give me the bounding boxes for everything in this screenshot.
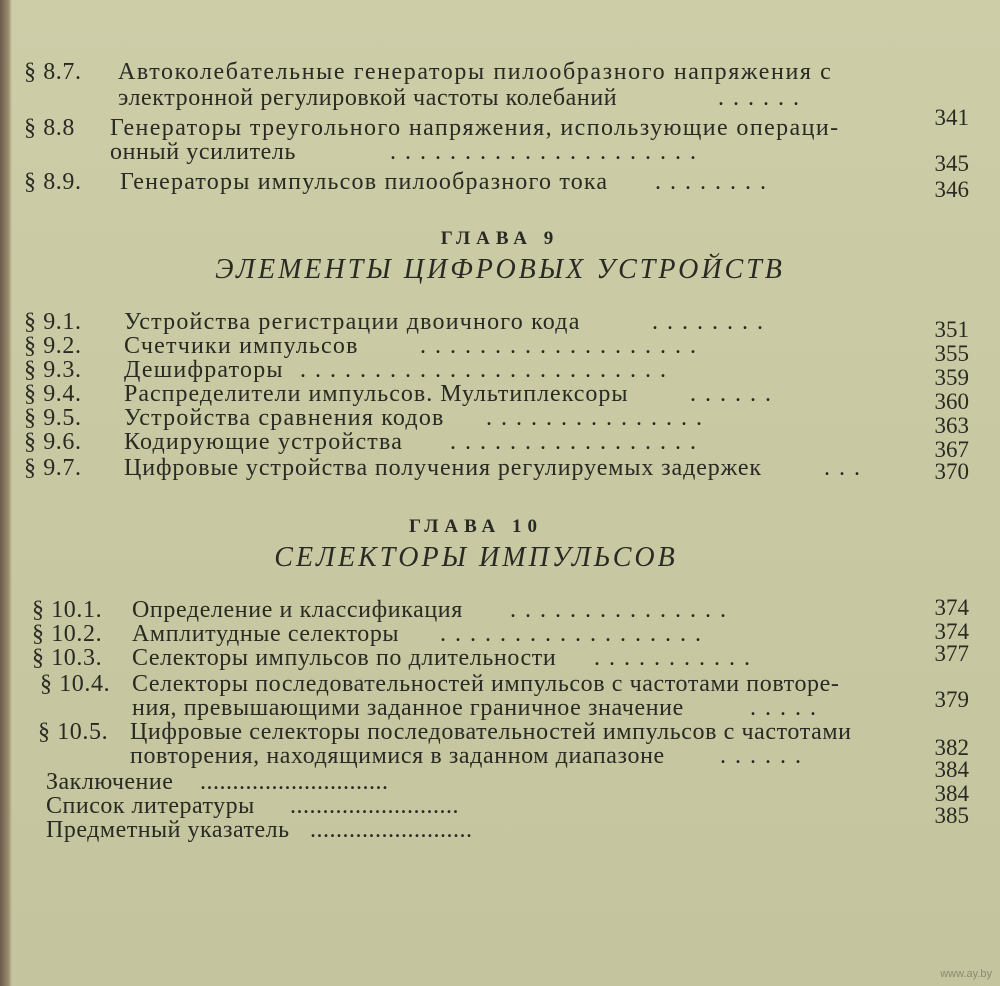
section-title-line: Генераторы импульсов пилообразного тока [120, 169, 609, 195]
section-title-line: Селекторы последовательностей импульсов с частотами повторе- [132, 671, 840, 697]
dot-leader: ...... [690, 381, 780, 407]
section-title: Распределители импульсов. Мультиплексоры [124, 381, 629, 407]
section-title-line: Генераторы треугольного напряжения, использующие операци- [110, 115, 840, 141]
section-number: § 10.1. [32, 597, 103, 623]
section-number: § 10.4. [40, 671, 111, 697]
section-number: § 10.2. [32, 621, 103, 647]
section-number: § 9.5. [24, 405, 82, 431]
section-number: § 8.7. [24, 59, 82, 85]
page-number: 360 [934, 389, 969, 414]
dot-leader: ..... [750, 695, 825, 721]
page-number: 341 [934, 105, 969, 130]
back-matter-title: Предметный указатель [46, 817, 290, 843]
page-number: 370 [934, 459, 969, 484]
section-title: Селекторы импульсов по длительности [132, 645, 557, 671]
page-number: 345 [934, 151, 969, 176]
page-number: 367 [934, 437, 969, 462]
section-title: Дешифраторы [124, 357, 284, 383]
page-number: 382 [934, 735, 969, 760]
page-number: 363 [934, 413, 969, 438]
dot-leader: .................. [440, 621, 710, 647]
dot-leader: ........... [594, 645, 759, 671]
section-number: § 9.3. [24, 357, 82, 383]
chapter-title: ЭЛЕМЕНТЫ ЦИФРОВЫХ УСТРОЙСТВ [215, 254, 785, 285]
page-number: 384 [934, 757, 969, 782]
dot-leader: ............... [510, 597, 735, 623]
chapter-title: СЕЛЕКТОРЫ ИМПУЛЬСОВ [274, 542, 678, 573]
section-number: § 10.5. [38, 719, 109, 745]
dot-leader: ........ [652, 309, 772, 335]
chapter-label: ГЛАВА 9 [440, 228, 560, 249]
section-title-line: Цифровые селекторы последовательностей импульсов с частотами [130, 719, 852, 745]
section-number: § 8.9. [24, 169, 82, 195]
section-title: Счетчики импульсов [124, 333, 359, 359]
chapter-label: ГЛАВА 10 [408, 516, 544, 537]
page-number: 351 [934, 317, 969, 342]
dot-leader: ................... [420, 333, 705, 359]
section-number: § 9.1. [24, 309, 82, 335]
page-number: 359 [934, 365, 969, 390]
section-title: Кодирующие устройства [124, 429, 404, 455]
back-matter-title: Список литературы [46, 793, 255, 819]
dot-leader: .......................... [290, 793, 459, 819]
section-title: Цифровые устройства получения регулируемых задержек [124, 455, 762, 481]
section-title-line: Автоколебательные генераторы пилообразного напряжения с [118, 59, 833, 85]
section-title-line: онный усилитель [110, 139, 297, 165]
dot-leader: ... [824, 455, 869, 481]
page-number: 355 [934, 341, 969, 366]
watermark: www.ay.by [940, 968, 992, 980]
section-number: § 10.3. [32, 645, 103, 671]
dot-leader: ...... [718, 85, 808, 111]
section-number: § 9.2. [24, 333, 82, 359]
page-number: 385 [934, 803, 969, 828]
dot-leader: ............... [486, 405, 711, 431]
section-title-line: электронной регулировкой частоты колебаний [118, 85, 618, 111]
section-number: § 9.6. [24, 429, 82, 455]
section-number: § 9.7. [24, 455, 82, 481]
dot-leader: ......................... [310, 817, 473, 843]
page-number: 346 [934, 177, 969, 202]
page-number: 379 [934, 687, 969, 712]
page-binding-edge [0, 0, 12, 986]
page-number: 384 [934, 781, 969, 806]
section-title: Определение и классификация [132, 597, 463, 623]
dot-leader: ......................... [300, 357, 675, 383]
dot-leader: ...... [720, 743, 810, 769]
back-matter-title: Заключение [46, 769, 174, 795]
dot-leader: ............................. [200, 769, 389, 795]
page-number: 374 [934, 595, 969, 620]
section-number: § 8.8 [24, 115, 75, 141]
section-title-line: ния, превышающими заданное граничное значение [132, 695, 684, 721]
dot-leader: ..................... [390, 139, 705, 165]
section-title-line: повторения, находящимися в заданном диапазоне [130, 743, 665, 769]
page-number: 374 [934, 619, 969, 644]
section-title: Устройства регистрации двоичного кода [124, 309, 581, 335]
dot-leader: ........ [655, 169, 775, 195]
section-number: § 9.4. [24, 381, 82, 407]
section-title: Амплитудные селекторы [132, 621, 400, 647]
section-title: Устройства сравнения кодов [124, 405, 445, 431]
page-number: 377 [934, 641, 969, 666]
dot-leader: ................. [450, 429, 705, 455]
